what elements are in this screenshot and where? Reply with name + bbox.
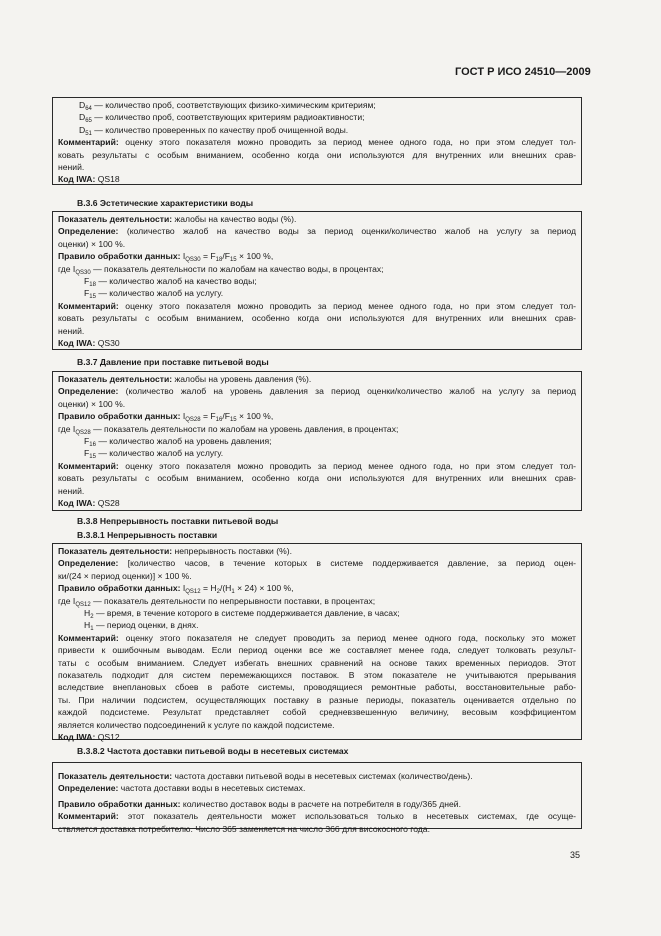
- indicator-box-nonnetwork: [52, 762, 582, 834]
- iwa-code: Код IWA: QS18: [58, 174, 120, 185]
- where-line: $F_{15}$ — количество жалоб на услугу.: [84, 448, 224, 461]
- page-number: 35: [570, 850, 581, 860]
- indicator-box-qs12: [52, 543, 582, 743]
- indicator-line: Показатель деятельности: жалобы на качество воды (%).: [58, 214, 297, 224]
- document-header: ГОСТ Р ИСО 24510—2009: [455, 66, 591, 78]
- comment-line: ты. При наличии подсистем, осуществляющих поставку в разные периоды, показатель оценивается отдельно по: [58, 694, 576, 705]
- definition-line: Определение: (количество жалоб на качество воды за период оценки/количество жалоб на услугу за период: [58, 226, 577, 237]
- iwa-code: Код IWA: QS28: [58, 498, 120, 509]
- definition-line: $D_{51}$ — количество проверенных по качеству проб очищенной воды.: [79, 124, 349, 137]
- definition-line: $D_{65}$ — количество проб, соответствующих критериям радиоактивности;: [79, 112, 365, 125]
- definition-line: $D_{64}$ — количество проб, соответствующих физико-химическим критериям;: [79, 100, 376, 112]
- subsection-title: B.3.8.2 Частота доставки питьевой воды в несетевых системах: [77, 746, 349, 756]
- comment-line: привести к ошибочным выводам. Если период оценки все же составляет менее года, следует толковать результ-: [58, 645, 576, 656]
- rule-line: Правило обработки данных: $I_{QS28} = F_{16}/F_{15} \times 100$ %,: [58, 411, 274, 424]
- section-title: B.3.8 Непрерывность поставки питьевой воды: [77, 516, 279, 526]
- definition-line: Определение: [количество часов, в течение которых в системе поддерживается давление, за период оцен-: [58, 558, 576, 569]
- comment-line: ковать результаты с особым вниманием, особенно когда они используются для внутренних или внешних срав-: [58, 313, 576, 324]
- comment-line: показатель подходит для систем перемежающихся поставок. В этом показателе не учитываются прерывания: [58, 670, 576, 681]
- definition-line: оценки) × 100 %.: [58, 238, 126, 249]
- where-line: где $I_{QS12}$ — показатель деятельности по непрерывности поставки, в процентах;: [58, 595, 376, 608]
- section-title: B.3.7 Давление при поставке питьевой воды: [77, 357, 269, 367]
- comment-line: Комментарий: этот показатель деятельности может использоваться только в несетевых системах, где осуще-: [58, 811, 576, 822]
- comment-line: Комментарий: оценку этого показателя не следует проводить за период менее одного года, поскольку это может: [58, 632, 576, 643]
- where-line: $F_{16}$ — количество жалоб на уровень давления;: [84, 436, 272, 449]
- indicator-box-qs28: [52, 371, 582, 511]
- comment-line: является количество подсоединений к услуге по каждой подсистеме.: [58, 719, 335, 730]
- comment-line: нений.: [58, 485, 85, 496]
- section-title: B.3.6 Эстетические характеристики воды: [77, 198, 254, 208]
- indicator-line: Показатель деятельности: частота доставки питьевой воды в несетевых системах (количество/день).: [58, 771, 473, 781]
- comment-line: каждой подсистеме. Результат представляет собой средневзвешенную величину, весовым коэффициентом: [58, 707, 576, 718]
- comment-line: нений.: [58, 162, 85, 173]
- definition-line: ки/(24 × период оценки)] × 100 %.: [58, 570, 192, 581]
- comment-line: Комментарий: оценку этого показателя можно проводить за период менее одного года, но при этом следует тол-: [58, 460, 577, 471]
- where-line: $F_{18}$ — количество жалоб на качество воды;: [84, 276, 257, 289]
- rule-line: Правило обработки данных: $I_{QS30} = F_{18}/F_{15} \times 100$ %,: [58, 251, 274, 264]
- where-line: $H_1$ — период оценки, в днях.: [84, 620, 199, 633]
- comment-line: таты с особым вниманием. Следует избегать внешних сравнений на основе таких временных периодов. Этот: [58, 657, 576, 668]
- indicator-box-qs30: [52, 211, 582, 350]
- indicator-box-qs18: [52, 97, 582, 185]
- comment-line: вследствие внеплановых сбоев в работе системы, проводящиеся ремонтные работы, восстановительные рабо-: [58, 682, 576, 693]
- comment-line: ствляется доставка потребителю. Число 365 заменяется на число 366 для високосного года.: [58, 823, 430, 834]
- definition-line: Определение: частота доставки воды в несетевых системах.: [58, 783, 306, 794]
- definition-line: оценки) × 100 %.: [58, 398, 126, 409]
- definition-line: Определение: (количество жалоб на уровень давления за период оценки/количество жалоб на услугу за период: [58, 386, 576, 397]
- comment-line: ковать результаты с особым вниманием, особенно когда они используются для внутренних или внешних срав-: [58, 473, 576, 484]
- subsection-title: B.3.8.1 Непрерывность поставки: [77, 530, 218, 540]
- comment-line: нений.: [58, 325, 85, 336]
- comment-line: Комментарий: оценку этого показателя можно проводить за период менее одного года, но при этом следует тол-: [58, 300, 577, 311]
- comment-line: ковать результаты с особым вниманием, особенно когда они используются для внутренних или внешних срав-: [58, 149, 576, 160]
- rule-line: Правило обработки данных: количество доставок воды в расчете на потребителя в году/365 дней.: [58, 798, 461, 809]
- where-line: $H_2$ — время, в течение которого в системе поддерживается давление, в часах;: [84, 608, 400, 621]
- where-line: где $I_{QS28}$ — показатель деятельности по жалобам на уровень давления, в процентах;: [58, 423, 399, 436]
- where-line: $F_{15}$ — количество жалоб на услугу.: [84, 288, 224, 301]
- indicator-line: Показатель деятельности: непрерывность поставки (%).: [58, 546, 292, 556]
- where-line: где $I_{QS30}$ — показатель деятельности по жалобам на качество воды, в процентах;: [58, 263, 384, 276]
- indicator-line: Показатель деятельности: жалобы на уровень давления (%).: [58, 374, 312, 384]
- rule-line: Правило обработки данных: $I_{QS12} = H_2/(H_1 \times 24) \times 100$ %,: [58, 583, 294, 596]
- comment-line: Комментарий: оценку этого показателя можно проводить за период менее одного года, но при этом следует тол-: [58, 137, 577, 148]
- iwa-code: Код IWA: QS12: [58, 732, 120, 743]
- iwa-code: Код IWA: QS30: [58, 338, 120, 349]
